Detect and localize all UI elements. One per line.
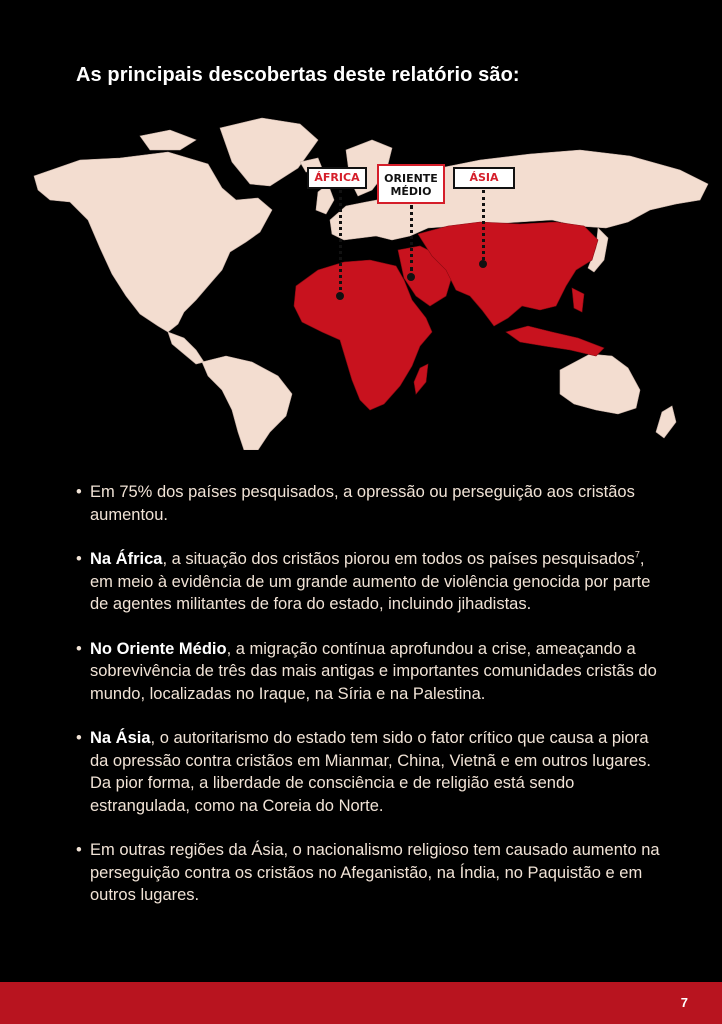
australia-shape: [560, 354, 640, 414]
oriente-label-line1: ORIENTE: [384, 172, 438, 185]
africa-label-text: ÁFRICA: [314, 171, 360, 184]
finding-text: , o autoritarismo do estado tem sido o fator crítico que causa a piora da opressão contra cristãos em Mianmar, China, Vietnã e em outros lugares. Da pior forma, a liberdade de consciência e de religião está sendo estrangulada, como na Coreia do Norte.: [90, 729, 651, 815]
finding-text: , a situação dos cristãos piorou em todos os países pesquisados: [162, 550, 635, 568]
asia-label-text: ÁSIA: [469, 171, 499, 184]
oriente-label-line2: MÉDIO: [390, 185, 432, 198]
finding-text: , a migração contínua aprofundou a crise, ameaçando a sobrevivência de três das mais antigas e importantes comunidades cristãs do mundo, localizadas no Iraque, na Síria e na Palestina.: [90, 639, 657, 703]
asia-pin: [479, 260, 487, 268]
page-heading: As principais descobertas deste relatório são:: [76, 64, 520, 86]
page-footer: [0, 982, 722, 1024]
page-number: 7: [680, 995, 688, 1010]
indonesia-shape: [506, 326, 604, 356]
greenland-shape: [220, 118, 318, 186]
north-america-shape: [34, 152, 272, 332]
new-zealand-shape: [656, 406, 676, 438]
footnote-ref: 7: [634, 549, 640, 560]
africa-pin: [336, 292, 344, 300]
findings-list: [76, 481, 666, 929]
finding-text: Em 75% dos países pesquisados, a opressão ou perseguição aos cristãos aumentou.: [90, 483, 635, 524]
world-map-graphic: [0, 110, 722, 450]
finding-bold: Na África: [90, 550, 163, 568]
arctic-islands-shape: [140, 130, 196, 150]
africa-label: [307, 167, 367, 189]
finding-item-africa: [76, 548, 666, 616]
finding-item-middle-east: [76, 638, 666, 706]
world-map: [0, 110, 722, 450]
south-america-shape: [202, 356, 292, 450]
asia-label: [453, 167, 515, 189]
finding-text-cont: , em meio à evidência de um grande aumento de violência genocida por parte de agentes militantes de fora do estado, incluindo jihadistas.: [90, 550, 651, 613]
oriente-medio-label: [377, 164, 445, 204]
madagascar-shape: [414, 364, 428, 394]
philippines-shape: [572, 288, 584, 312]
finding-item-asia: [76, 727, 666, 817]
africa-connector: [339, 190, 342, 290]
finding-bold: Na Ásia: [90, 729, 151, 747]
finding-item: [76, 839, 666, 907]
finding-item: [76, 481, 666, 526]
oriente-connector: [410, 205, 413, 271]
central-america-shape: [168, 332, 204, 364]
oriente-pin: [407, 273, 415, 281]
asia-connector: [482, 190, 485, 260]
finding-text: Em outras regiões da Ásia, o nacionalismo religioso tem causado aumento na perseguição contra os cristãos no Afeganistão, na Índia, no Paquistão e em outros lugares.: [90, 841, 660, 904]
finding-bold: No Oriente Médio: [90, 639, 227, 658]
